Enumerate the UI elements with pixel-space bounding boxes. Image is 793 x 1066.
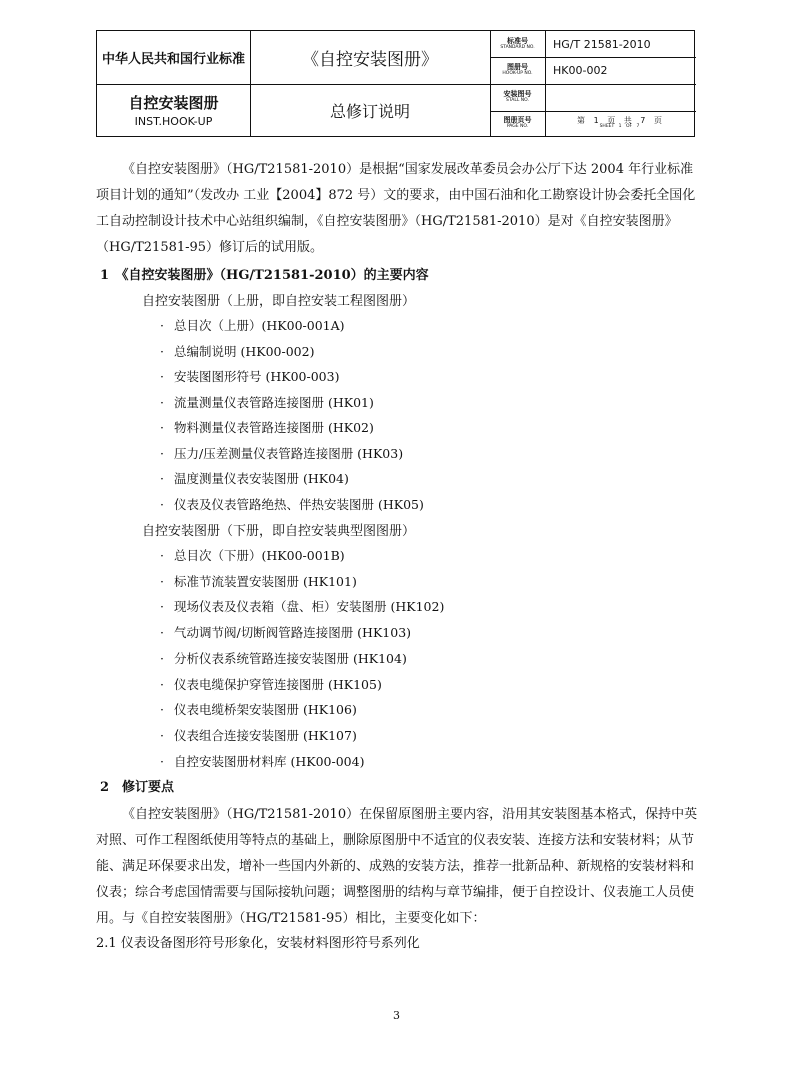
bullet-icon: · <box>160 496 164 512</box>
list-item <box>160 546 345 564</box>
list-item <box>160 700 357 718</box>
list-item-text: 标准节流装置安装图册 (HK101) <box>174 573 357 589</box>
page-number: 3 <box>393 1009 400 1022</box>
list-item-text: 总目次（上册）(HK00-001A) <box>174 318 345 333</box>
list-item-text: 自控安装图册材料库 (HK00-004) <box>174 753 365 769</box>
page-no-value: 第 1 页 共 7 页 SHEET 1 OF 7 <box>577 115 662 130</box>
bullet-icon: · <box>160 394 164 410</box>
section-1-heading: 1 《自控安装图册》（HG/T21581-2010）的主要内容 <box>100 268 429 283</box>
bullet-icon: · <box>160 471 164 486</box>
bullet-icon: · <box>160 343 164 359</box>
series-name-cn: 自控安装图册 <box>128 94 219 112</box>
title-block <box>96 30 695 137</box>
list-item <box>160 316 345 334</box>
list-item-text: 现场仪表及仪表箱（盘、柜）安装图册 (HK102) <box>174 599 445 615</box>
page-no-label: 图册页号 PAGE NO. <box>503 116 532 130</box>
list-item <box>160 444 403 462</box>
list-item-text: 温度测量仪表安装图册 (HK04) <box>174 471 349 486</box>
bullet-icon: · <box>160 676 164 692</box>
list-item <box>160 649 407 667</box>
bullet-icon: · <box>160 650 164 666</box>
standard-no-label: 标准号 STANDARD NO. <box>500 36 535 50</box>
list-item <box>160 726 357 744</box>
bullet-icon: · <box>160 625 164 641</box>
list-item-text: 分析仪表系统管路连接安装图册 (HK104) <box>174 650 407 666</box>
intro-paragraph: 《自控安装图册》（HG/T21581-2010）是根据“国家发展改革委员会办公厅下达 2004 年行业标准项目计划的通知”（发改办 工业【2004】872 号）文的要求，由中国石油和化工勘察设计协会委托全国化工自动控制设计技术中心站组织编制，《自控安装图册》（HG/T21581-2010）是对《自控安装图册》（HG/T21581-95）修订后的试用版。 <box>96 162 696 255</box>
bullet-icon: · <box>160 753 164 769</box>
series-name <box>97 84 250 136</box>
hookup-no-value: HK00-002 <box>553 64 608 77</box>
section-2-body: 《自控安装图册》（HG/T21581-2010）在保留原图册主要内容，沿用其安装图基本格式，保持中英对照、可作工程图纸使用等特点的基础上，删除原图册中不适宜的仪表安装、连接方法和安装材料；从节能、满足环保要求出发，增补一些国内外新的、成熟的安装方法，推荐一批新品种、新规格的安装材料和仪表；综合考虑国情需要与国际接轨问题；调整图册的结构与章节编排，便于自控设计、仪表施工人员使用。与《自控安装图册》（HG/T21581-95）相比，主要变化如下： <box>96 807 698 926</box>
list-item-text: 气动调节阀/切断阀管路连接图册 (HK103) <box>174 625 412 641</box>
list-item-text: 仪表组合连接安装图册 (HK107) <box>174 727 357 743</box>
volume-1-title: 自控安装图册（上册，即自控安装工程图图册） <box>142 294 416 309</box>
list-item-text: 仪表电缆桥架安装图册 (HK106) <box>174 702 357 718</box>
list-item <box>160 469 349 487</box>
stall-no-label: 安装图号 STALL NO. <box>503 90 532 104</box>
subsection-2-1-heading: 2.1 仪表设备图形符号形象化，安装材料图形符号系列化 <box>96 936 420 951</box>
list-item-text: 压力/压差测量仪表管路连接图册 (HK03) <box>174 445 404 461</box>
list-item <box>160 367 339 385</box>
list-item <box>160 342 314 360</box>
stall-no-value <box>545 84 694 111</box>
section-2-heading: 2 修订要点 <box>100 780 175 795</box>
list-item-text: 安装图图形符号 (HK00-003) <box>174 369 340 384</box>
list-item <box>160 597 444 615</box>
list-item <box>160 623 411 641</box>
list-item-text: 总编制说明 (HK00-002) <box>174 343 315 359</box>
bullet-icon: · <box>160 445 164 461</box>
doc-title: 总修订说明 <box>329 101 410 121</box>
standard-no-value: HG/T 21581-2010 <box>553 37 651 51</box>
list-item-text: 仪表电缆保护穿管连接图册 (HK105) <box>174 676 382 692</box>
list-item <box>160 393 374 411</box>
list-item-text: 流量测量仪表管路连接图册 (HK01) <box>174 394 374 410</box>
list-item <box>160 572 357 590</box>
list-item <box>160 418 374 436</box>
bullet-icon: · <box>160 727 164 743</box>
list-item <box>160 752 364 770</box>
bullet-icon: · <box>160 599 164 615</box>
bullet-icon: · <box>160 702 164 718</box>
hookup-no-label: 图册号 HOOK-UP NO. <box>502 63 533 77</box>
volume-2-title: 自控安装图册（下册，即自控安装典型图图册） <box>142 524 416 539</box>
list-item <box>160 495 424 513</box>
list-item-text: 总目次（下册）(HK00-001B) <box>174 548 345 563</box>
bullet-icon: · <box>160 573 164 589</box>
list-item-text: 物料测量仪表管路连接图册 (HK02) <box>174 420 374 435</box>
bullet-icon: · <box>160 548 164 563</box>
bullet-icon: · <box>160 369 164 384</box>
bullet-icon: · <box>160 420 164 435</box>
standard-org: 中华人民共和国行业标准 <box>101 52 245 67</box>
book-title: 《自控安装图册》 <box>302 50 438 70</box>
bullet-icon: · <box>160 318 164 333</box>
series-name-en: INST.HOOK-UP <box>134 115 213 128</box>
list-item <box>160 675 382 693</box>
list-item-text: 仪表及仪表管路绝热、伴热安装图册 (HK05) <box>174 496 424 512</box>
